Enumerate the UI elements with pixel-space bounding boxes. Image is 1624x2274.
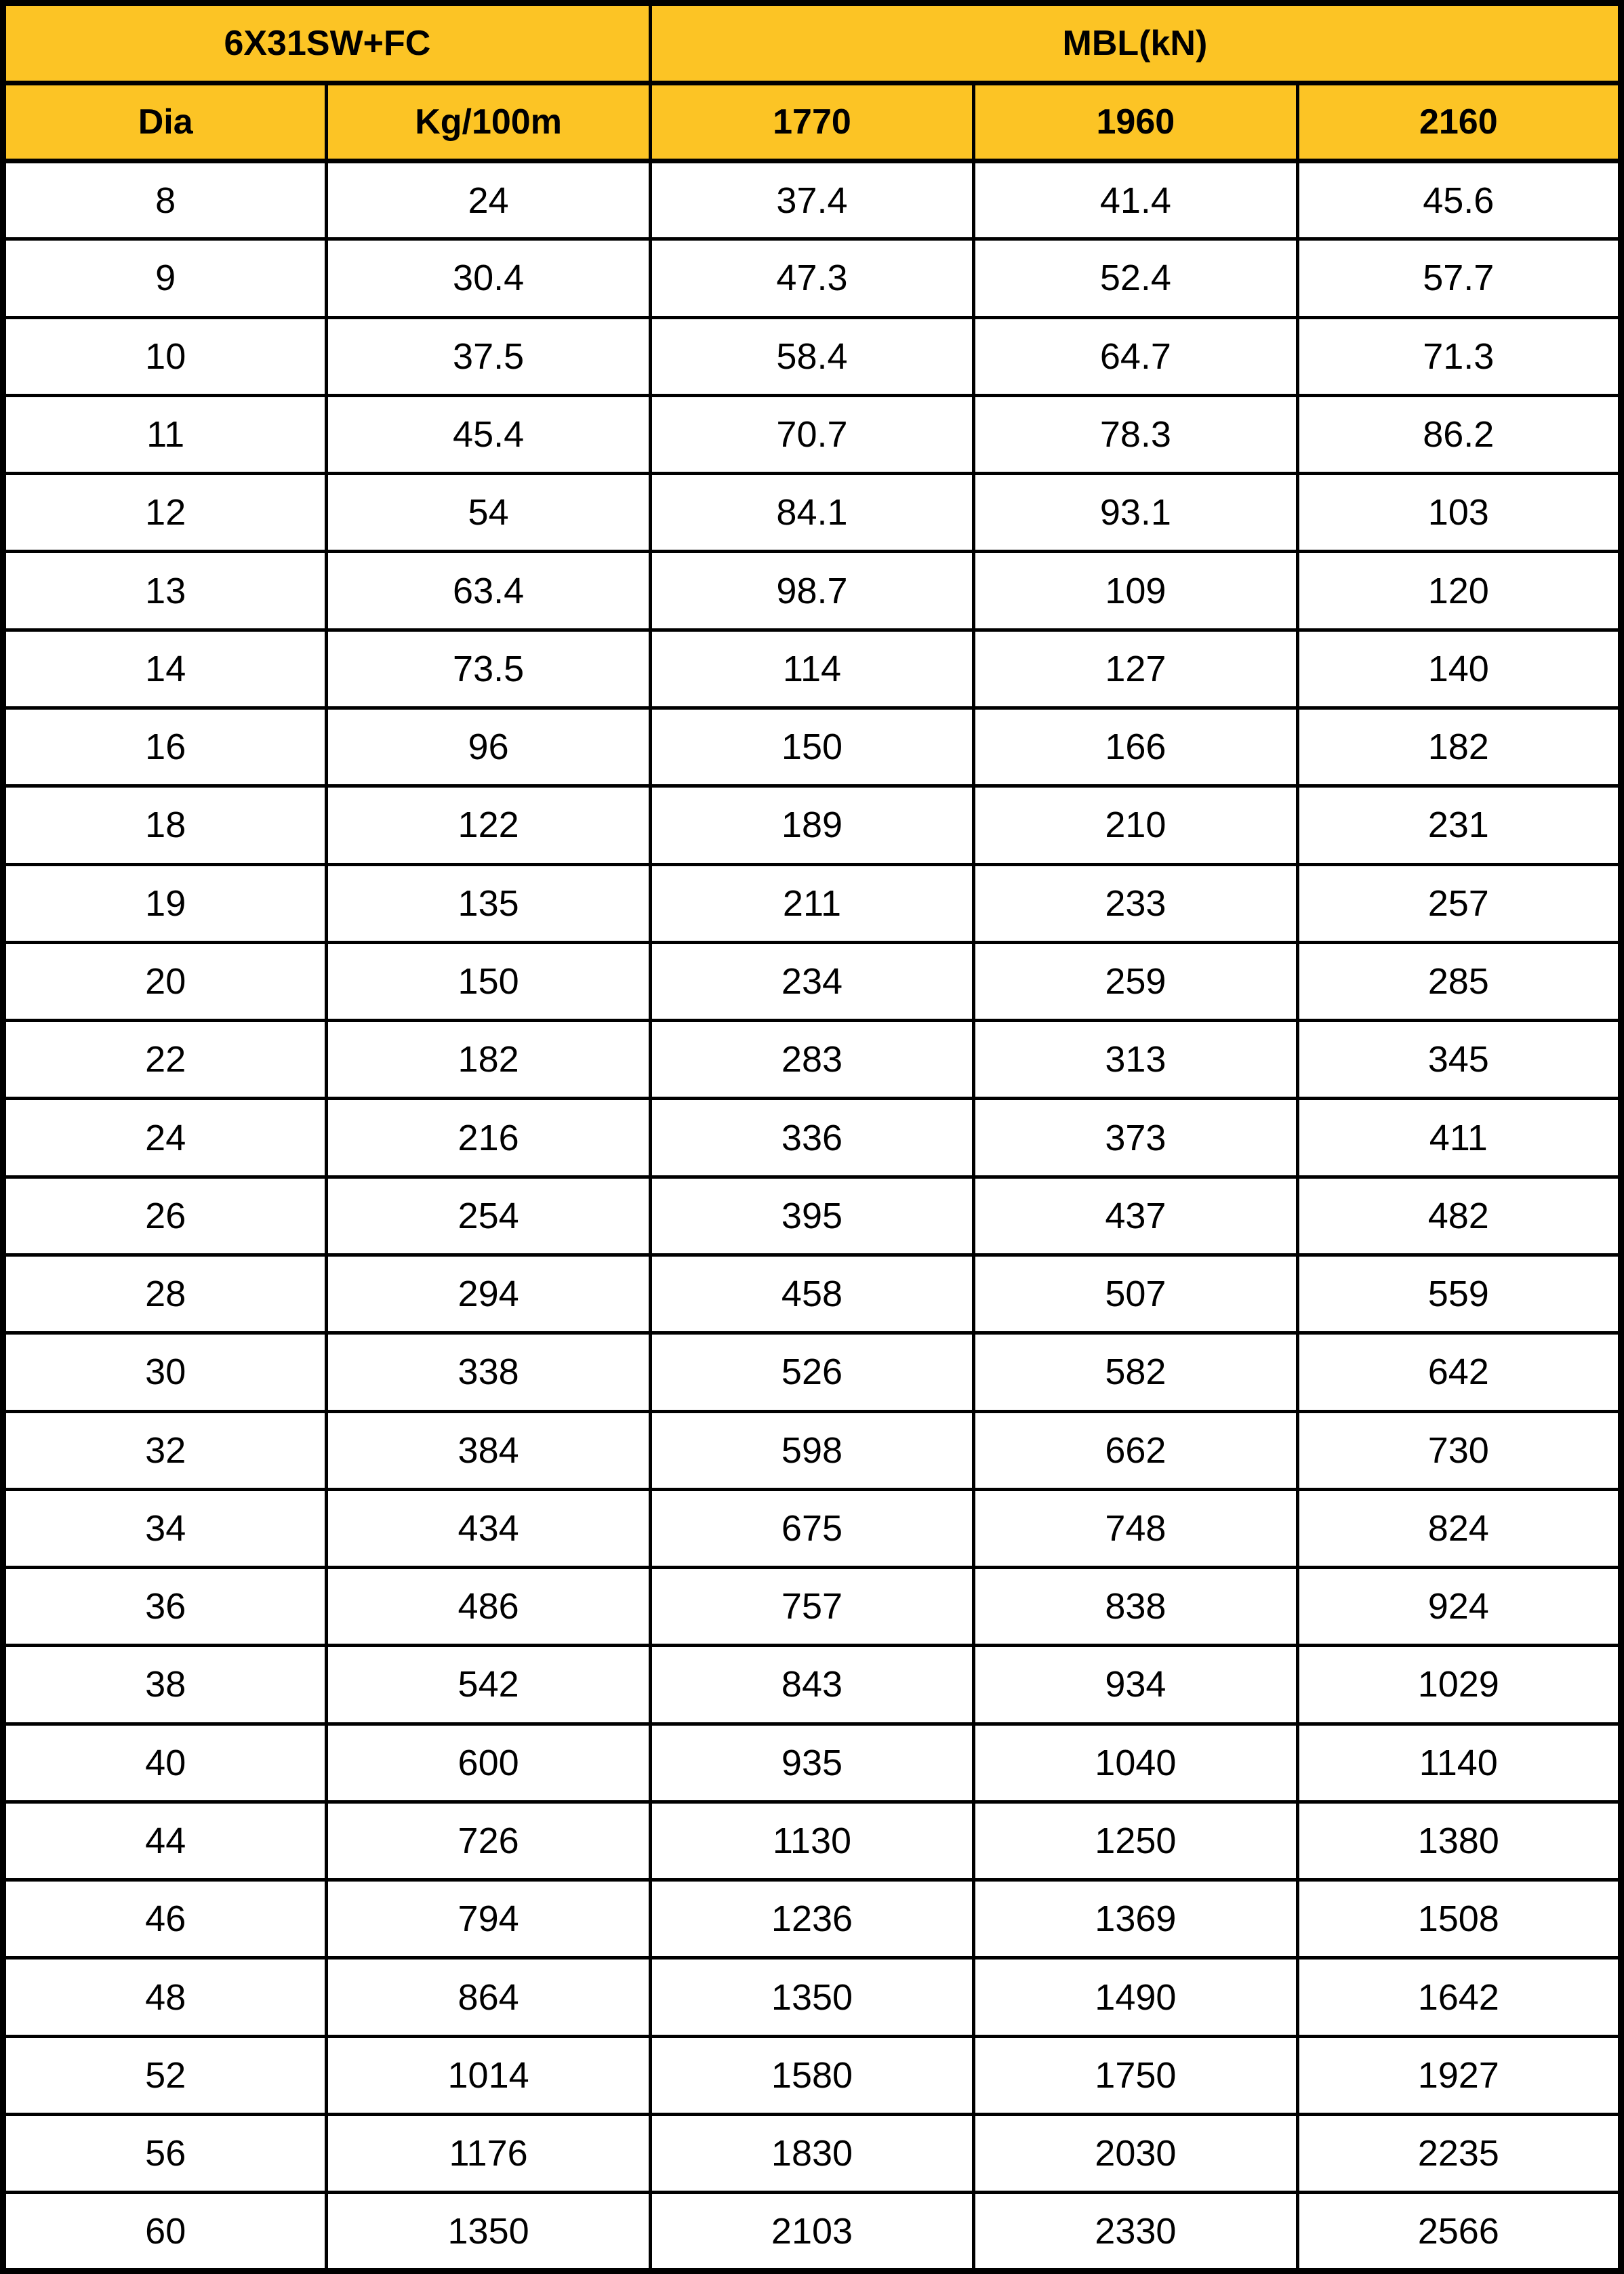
table-row — [3, 239, 1621, 317]
cell: 103 — [1297, 474, 1621, 552]
cell: 78.3 — [974, 395, 1297, 473]
cell: 109 — [974, 552, 1297, 630]
cell: 10 — [3, 317, 327, 395]
cell: 748 — [974, 1489, 1297, 1567]
cell: 140 — [1297, 630, 1621, 708]
table-row — [3, 474, 1621, 552]
cell: 166 — [974, 708, 1297, 786]
cell: 1927 — [1297, 2036, 1621, 2114]
cell: 526 — [650, 1333, 973, 1411]
cell: 1176 — [327, 2115, 650, 2193]
cell: 30 — [3, 1333, 327, 1411]
cell: 2330 — [974, 2193, 1297, 2271]
table-row — [3, 161, 1621, 239]
cell: 1140 — [1297, 1724, 1621, 1802]
cell: 345 — [1297, 1021, 1621, 1099]
cell: 211 — [650, 864, 973, 942]
cell: 22 — [3, 1021, 327, 1099]
cell: 73.5 — [327, 630, 650, 708]
cell: 257 — [1297, 864, 1621, 942]
table-row — [3, 942, 1621, 1020]
cell: 934 — [974, 1646, 1297, 1724]
column-header-kg100m: Kg/100m — [327, 83, 650, 161]
cell: 285 — [1297, 942, 1621, 1020]
cell: 64.7 — [974, 317, 1297, 395]
cell: 507 — [974, 1255, 1297, 1333]
cell: 757 — [650, 1568, 973, 1646]
cell: 63.4 — [327, 552, 650, 630]
cell: 233 — [974, 864, 1297, 942]
table-row — [3, 2036, 1621, 2114]
cell: 86.2 — [1297, 395, 1621, 473]
cell: 18 — [3, 786, 327, 864]
cell: 336 — [650, 1099, 973, 1177]
cell: 46 — [3, 1880, 327, 1958]
table-row — [3, 1099, 1621, 1177]
group-header-row — [3, 3, 1621, 83]
table-row — [3, 1021, 1621, 1099]
cell: 127 — [974, 630, 1297, 708]
table-row — [3, 1411, 1621, 1489]
cell: 54 — [327, 474, 650, 552]
cell: 93.1 — [974, 474, 1297, 552]
cell: 14 — [3, 630, 327, 708]
cell: 824 — [1297, 1489, 1621, 1567]
cell: 182 — [327, 1021, 650, 1099]
table-row — [3, 1724, 1621, 1802]
cell: 57.7 — [1297, 239, 1621, 317]
cell: 2030 — [974, 2115, 1297, 2193]
cell: 662 — [974, 1411, 1297, 1489]
table-row — [3, 708, 1621, 786]
cell: 34 — [3, 1489, 327, 1567]
cell: 642 — [1297, 1333, 1621, 1411]
cell: 864 — [327, 1958, 650, 2036]
cell: 44 — [3, 1802, 327, 1880]
cell: 114 — [650, 630, 973, 708]
cell: 437 — [974, 1177, 1297, 1255]
cell: 434 — [327, 1489, 650, 1567]
cell: 1236 — [650, 1880, 973, 1958]
cell: 730 — [1297, 1411, 1621, 1489]
cell: 395 — [650, 1177, 973, 1255]
cell: 411 — [1297, 1099, 1621, 1177]
table-row — [3, 1489, 1621, 1567]
rope-construction-header: 6X31SW+FC — [3, 3, 651, 83]
table-row — [3, 1568, 1621, 1646]
cell: 1380 — [1297, 1802, 1621, 1880]
cell: 1490 — [974, 1958, 1297, 2036]
column-header-1960: 1960 — [974, 83, 1297, 161]
table-row — [3, 1880, 1621, 1958]
cell: 36 — [3, 1568, 327, 1646]
cell: 58.4 — [650, 317, 973, 395]
cell: 2566 — [1297, 2193, 1621, 2271]
cell: 20 — [3, 942, 327, 1020]
cell: 283 — [650, 1021, 973, 1099]
table-row — [3, 1958, 1621, 2036]
table-row — [3, 317, 1621, 395]
cell: 838 — [974, 1568, 1297, 1646]
cell: 559 — [1297, 1255, 1621, 1333]
cell: 1130 — [650, 1802, 973, 1880]
cell: 70.7 — [650, 395, 973, 473]
cell: 843 — [650, 1646, 973, 1724]
cell: 122 — [327, 786, 650, 864]
cell: 600 — [327, 1724, 650, 1802]
table-row — [3, 552, 1621, 630]
cell: 71.3 — [1297, 317, 1621, 395]
cell: 231 — [1297, 786, 1621, 864]
cell: 373 — [974, 1099, 1297, 1177]
table-row — [3, 786, 1621, 864]
cell: 56 — [3, 2115, 327, 2193]
table-row — [3, 1177, 1621, 1255]
cell: 13 — [3, 552, 327, 630]
column-header-dia: Dia — [3, 83, 327, 161]
cell: 28 — [3, 1255, 327, 1333]
cell: 384 — [327, 1411, 650, 1489]
table-body — [3, 161, 1621, 2271]
cell: 234 — [650, 942, 973, 1020]
cell: 52.4 — [974, 239, 1297, 317]
table-row — [3, 864, 1621, 942]
cell: 582 — [974, 1333, 1297, 1411]
cell: 19 — [3, 864, 327, 942]
table-row — [3, 630, 1621, 708]
cell: 45.6 — [1297, 161, 1621, 239]
cell: 1350 — [650, 1958, 973, 2036]
cell: 45.4 — [327, 395, 650, 473]
cell: 48 — [3, 1958, 327, 2036]
cell: 8 — [3, 161, 327, 239]
cell: 216 — [327, 1099, 650, 1177]
cell: 259 — [974, 942, 1297, 1020]
cell: 120 — [1297, 552, 1621, 630]
cell: 1580 — [650, 2036, 973, 2114]
cell: 458 — [650, 1255, 973, 1333]
column-header-row — [3, 83, 1621, 161]
cell: 1014 — [327, 2036, 650, 2114]
cell: 9 — [3, 239, 327, 317]
cell: 294 — [327, 1255, 650, 1333]
cell: 135 — [327, 864, 650, 942]
cell: 41.4 — [974, 161, 1297, 239]
cell: 47.3 — [650, 239, 973, 317]
table-row — [3, 1333, 1621, 1411]
cell: 150 — [650, 708, 973, 786]
cell: 924 — [1297, 1568, 1621, 1646]
cell: 210 — [974, 786, 1297, 864]
column-header-2160: 2160 — [1297, 83, 1621, 161]
cell: 52 — [3, 2036, 327, 2114]
cell: 482 — [1297, 1177, 1621, 1255]
cell: 26 — [3, 1177, 327, 1255]
table-row — [3, 1646, 1621, 1724]
cell: 38 — [3, 1646, 327, 1724]
cell: 40 — [3, 1724, 327, 1802]
cell: 1350 — [327, 2193, 650, 2271]
cell: 313 — [974, 1021, 1297, 1099]
cell: 37.4 — [650, 161, 973, 239]
cell: 1750 — [974, 2036, 1297, 2114]
cell: 32 — [3, 1411, 327, 1489]
cell: 338 — [327, 1333, 650, 1411]
table-row — [3, 2193, 1621, 2271]
mbl-header: MBL(kN) — [650, 3, 1621, 83]
cell: 935 — [650, 1724, 973, 1802]
table-header — [3, 3, 1621, 161]
table-row — [3, 2115, 1621, 2193]
cell: 150 — [327, 942, 650, 1020]
cell: 96 — [327, 708, 650, 786]
cell: 12 — [3, 474, 327, 552]
cell: 98.7 — [650, 552, 973, 630]
cell: 84.1 — [650, 474, 973, 552]
cell: 1508 — [1297, 1880, 1621, 1958]
cell: 37.5 — [327, 317, 650, 395]
cell: 30.4 — [327, 239, 650, 317]
column-header-1770: 1770 — [650, 83, 973, 161]
table-row — [3, 395, 1621, 473]
cell: 182 — [1297, 708, 1621, 786]
cell: 189 — [650, 786, 973, 864]
cell: 1029 — [1297, 1646, 1621, 1724]
cell: 24 — [3, 1099, 327, 1177]
cell: 1250 — [974, 1802, 1297, 1880]
cell: 675 — [650, 1489, 973, 1567]
cell: 2103 — [650, 2193, 973, 2271]
table-row — [3, 1802, 1621, 1880]
cell: 24 — [327, 161, 650, 239]
cell: 542 — [327, 1646, 650, 1724]
cell: 16 — [3, 708, 327, 786]
cell: 1040 — [974, 1724, 1297, 1802]
cell: 1369 — [974, 1880, 1297, 1958]
cell: 1642 — [1297, 1958, 1621, 2036]
cell: 794 — [327, 1880, 650, 1958]
cell: 60 — [3, 2193, 327, 2271]
cell: 726 — [327, 1802, 650, 1880]
cell: 486 — [327, 1568, 650, 1646]
table-row — [3, 1255, 1621, 1333]
cell: 1830 — [650, 2115, 973, 2193]
cell: 2235 — [1297, 2115, 1621, 2193]
cell: 254 — [327, 1177, 650, 1255]
cell: 598 — [650, 1411, 973, 1489]
cell: 11 — [3, 395, 327, 473]
